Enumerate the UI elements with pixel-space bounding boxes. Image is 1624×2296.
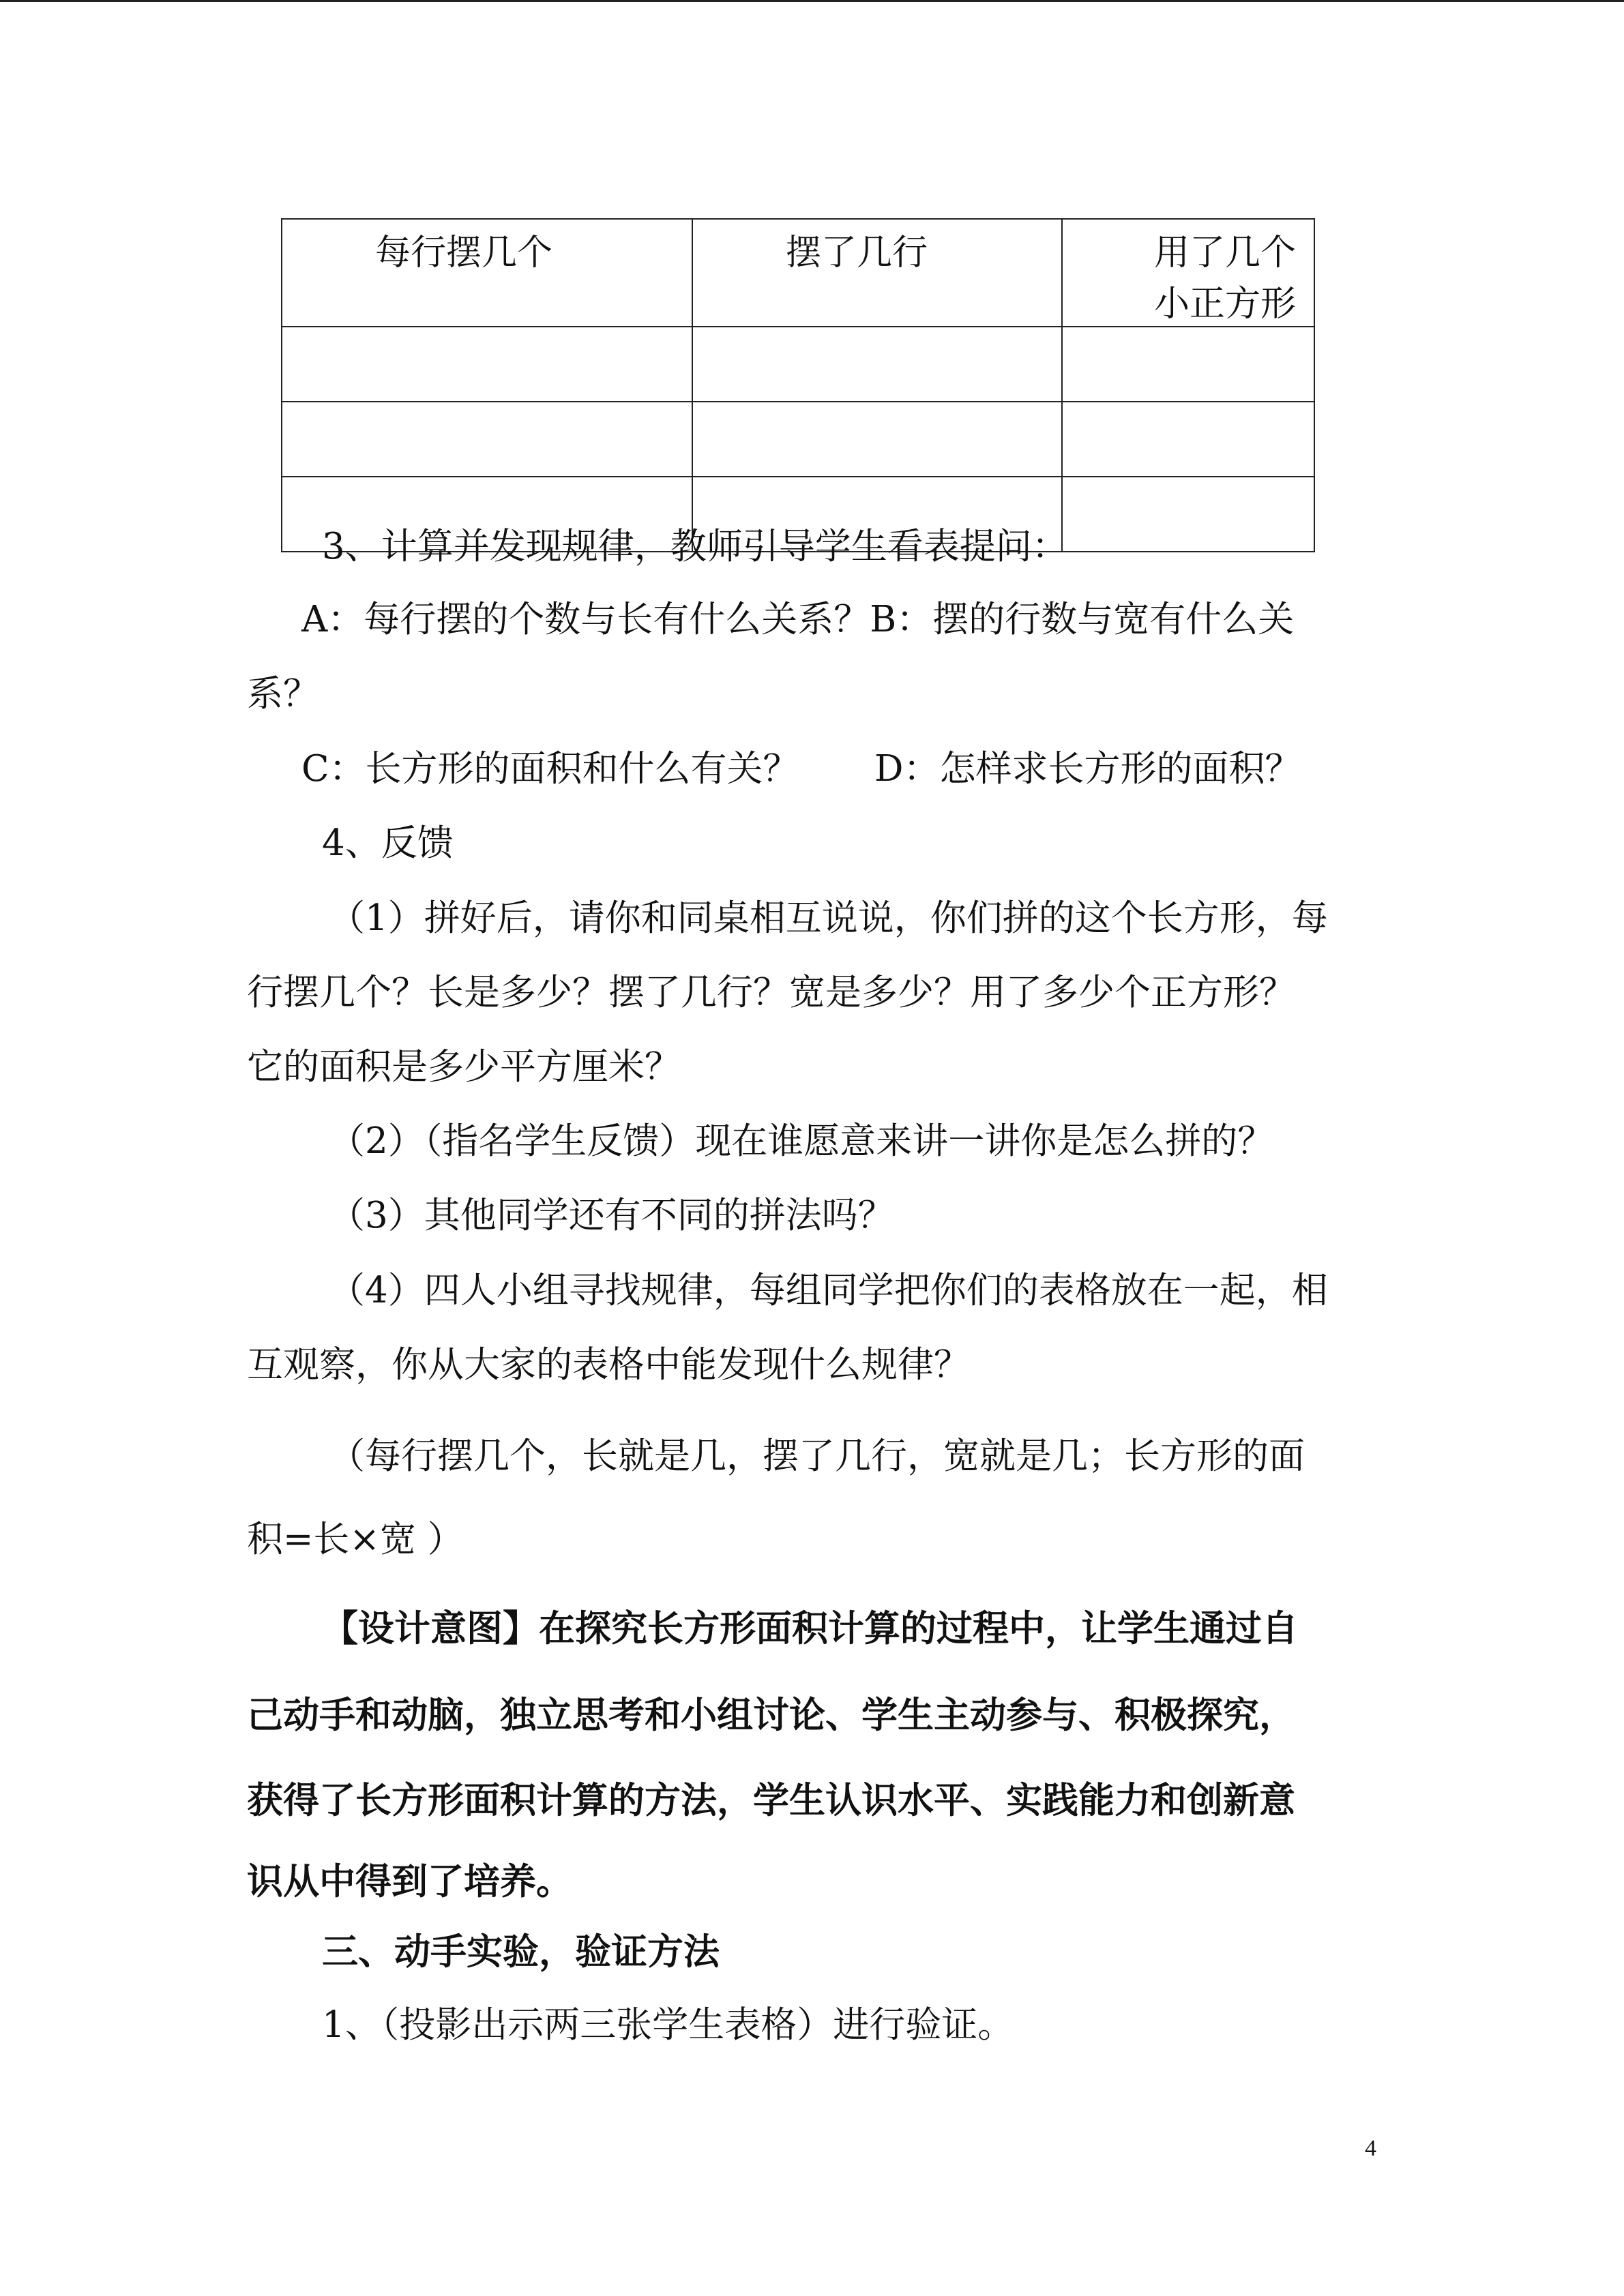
- feedback-1-cont: 行摆几个？长是多少？摆了几行？宽是多少？用了多少个正方形？: [247, 972, 1295, 1013]
- table-cell: [692, 402, 1062, 477]
- design-intent-cont: 己动手和动脑，独立思考和小组讨论、学生主动参与、积极探究，: [247, 1694, 1295, 1736]
- question-ab-cont: 系？: [247, 673, 319, 715]
- table-cell: [1062, 327, 1314, 402]
- design-intent-cont2: 获得了长方形面积计算的方法，学生认识水平、实践能力和创新意: [247, 1779, 1295, 1821]
- table-header-cell: 每行摆几个: [282, 219, 692, 327]
- table-cell: [282, 402, 692, 477]
- table-cell: [692, 327, 1062, 402]
- design-intent: 【设计意图】在探究长方形面积计算的过程中，让学生通过自: [322, 1607, 1298, 1650]
- feedback-1: （1）拼好后，请你和同桌相互说说，你们拼的这个长方形，每: [329, 897, 1328, 939]
- table-header-cell: 摆了几行: [692, 219, 1062, 327]
- question-ab: A：每行摆的个数与长有什么关系？B：摆的行数与宽有什么关: [301, 599, 1295, 640]
- step-4-heading: 4、反馈: [322, 822, 454, 864]
- step-3-heading: 3、计算并发现规律，教师引导学生看表提问：: [322, 526, 1068, 567]
- feedback-4-cont: 互观察，你从大家的表格中能发现什么规律？: [247, 1344, 970, 1386]
- table-header-row: [282, 219, 1314, 327]
- table-cell: [1062, 477, 1314, 552]
- page-number: 4: [1365, 2136, 1376, 2161]
- step-1-verify: 1、（投影出示两三张学生表格）进行验证。: [322, 2004, 1014, 2046]
- table-row: [282, 402, 1314, 477]
- rule-summary-cont: 积=长×宽 ）: [247, 1519, 464, 1560]
- design-intent-cont3: 识从中得到了培养。: [247, 1860, 572, 1903]
- table-header-cell: 用了几个小正方形: [1062, 219, 1314, 327]
- section-3-heading: 三、动手实验，验证方法: [322, 1930, 720, 1973]
- table-cell: [1062, 402, 1314, 477]
- feedback-4: （4）四人小组寻找规律，每组同学把你们的表格放在一起，相: [329, 1270, 1328, 1311]
- feedback-1-cont2: 它的面积是多少平方厘米？: [247, 1046, 681, 1088]
- data-table: [281, 218, 1315, 552]
- question-d: D：怎样求长方形的面积？: [874, 748, 1301, 790]
- question-c: C：长方形的面积和什么有关？: [301, 748, 799, 790]
- feedback-3: （3）其他同学还有不同的拼法吗？: [329, 1195, 894, 1236]
- table-row: [282, 327, 1314, 402]
- table-cell: [282, 327, 692, 402]
- page-top-border: [0, 0, 1624, 2]
- rule-summary: （每行摆几个，长就是几，摆了几行，宽就是几；长方形的面: [329, 1435, 1305, 1477]
- feedback-2: （2）（指名学生反馈）现在谁愿意来讲一讲你是怎么拼的？: [329, 1120, 1274, 1162]
